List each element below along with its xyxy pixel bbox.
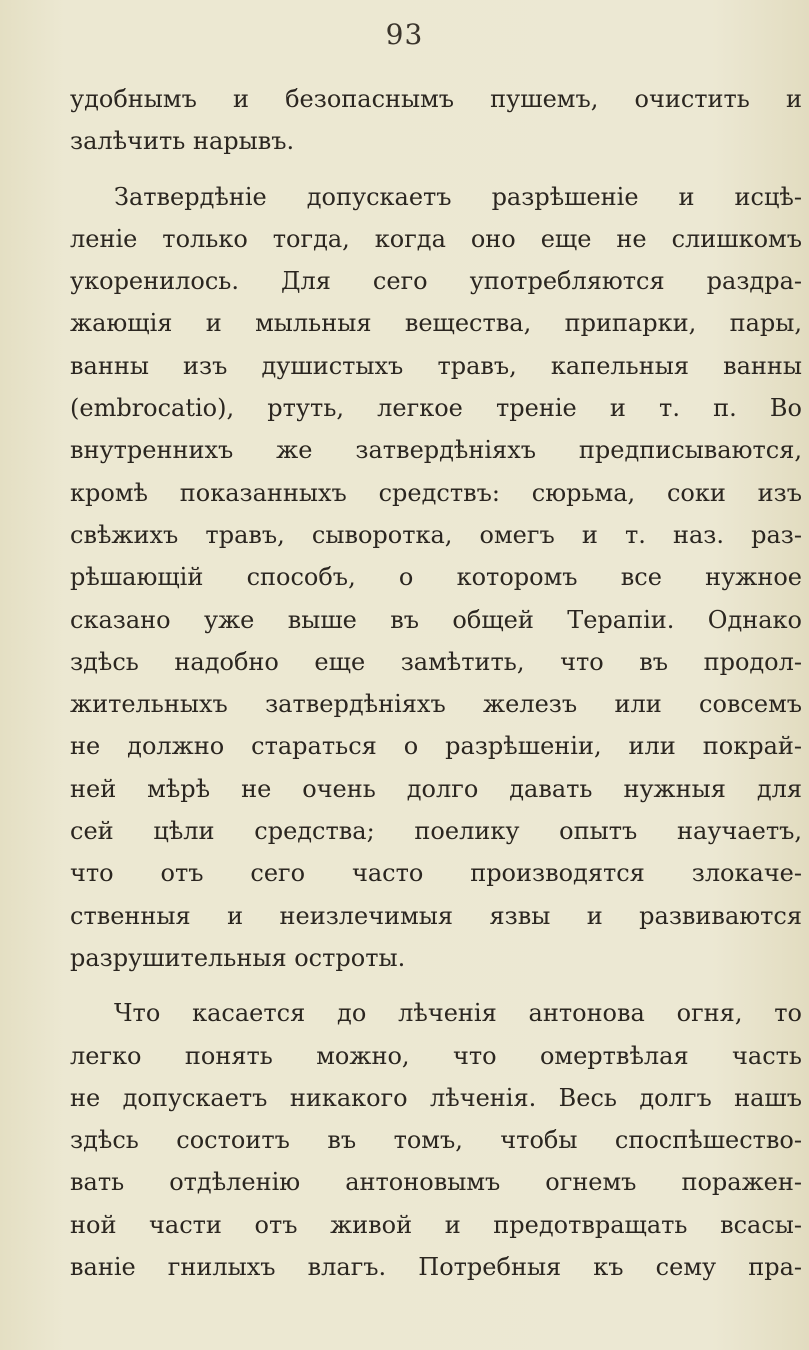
page-text xyxy=(70,78,802,1288)
text-line: ванны изъ душистыхъ травъ, капельныя ванны xyxy=(70,351,802,380)
text-line: (embrocatio), ртуть, легкое треніе и т. п. Во xyxy=(70,394,802,423)
text-line: свѣжихъ травъ, сыворотка, омегъ и т. наз. раз- xyxy=(70,520,802,549)
text-line: Затвердѣніе допускаетъ разрѣшеніе и исцѣ- xyxy=(114,182,802,211)
paragraph xyxy=(70,176,802,980)
paragraph xyxy=(70,992,802,1288)
text-line: Что касается до лѣченія антонова огня, то xyxy=(114,999,802,1028)
text-line: укоренилось. Для сего употребляются раздра- xyxy=(70,267,802,296)
text-line: жительныхъ затвердѣніяхъ железъ или совсемъ xyxy=(70,690,802,719)
text-line: ваніе гнилыхъ влагъ. Потребныя къ сему пра- xyxy=(70,1253,802,1282)
text-line: кромѣ показанныхъ средствъ: сюрьма, соки изъ xyxy=(70,478,802,507)
text-line: леніе только тогда, когда оно еще не слишкомъ xyxy=(70,224,802,253)
text-line: здѣсь состоитъ въ томъ, чтобы споспѣшество- xyxy=(70,1126,802,1155)
text-line: ней мѣрѣ не очень долго давать нужныя для xyxy=(70,774,802,803)
text-line: не допускаетъ никакого лѣченія. Весь долгъ нашъ xyxy=(70,1083,802,1112)
text-line: разрушительныя остроты. xyxy=(70,943,406,972)
text-line: залѣчить нарывъ. xyxy=(70,127,295,156)
text-line: удобнымъ и безопаснымъ пушемъ, очистить и xyxy=(70,85,802,113)
text-line: легко понять можно, что омертвѣлая часть xyxy=(70,1041,802,1070)
text-line: ственныя и неизлечимыя язвы и развиваются xyxy=(70,901,802,930)
text-line: вать отдѣленію антоновымъ огнемъ поражен- xyxy=(70,1168,802,1197)
paragraph xyxy=(70,78,802,163)
text-line: внутреннихъ же затвердѣніяхъ предписываются, xyxy=(70,436,802,465)
text-line: ной части отъ живой и предотвращать всасы- xyxy=(70,1210,802,1239)
text-line: сей цѣли средства; поелику опытъ научаетъ, xyxy=(70,817,802,846)
text-line: здѣсь надобно еще замѣтить, что въ продол- xyxy=(70,647,802,676)
text-line: рѣшающій способъ, о которомъ все нужное xyxy=(70,563,802,592)
page-number: 93 xyxy=(385,18,424,51)
text-line: сказано уже выше въ общей Терапіи. Однако xyxy=(70,605,802,634)
text-line: что отъ сего часто производятся злокаче- xyxy=(70,859,802,888)
text-line: не должно стараться о разрѣшеніи, или покрай- xyxy=(70,732,802,761)
text-line: жающія и мыльныя вещества, припарки, пары, xyxy=(70,309,802,338)
